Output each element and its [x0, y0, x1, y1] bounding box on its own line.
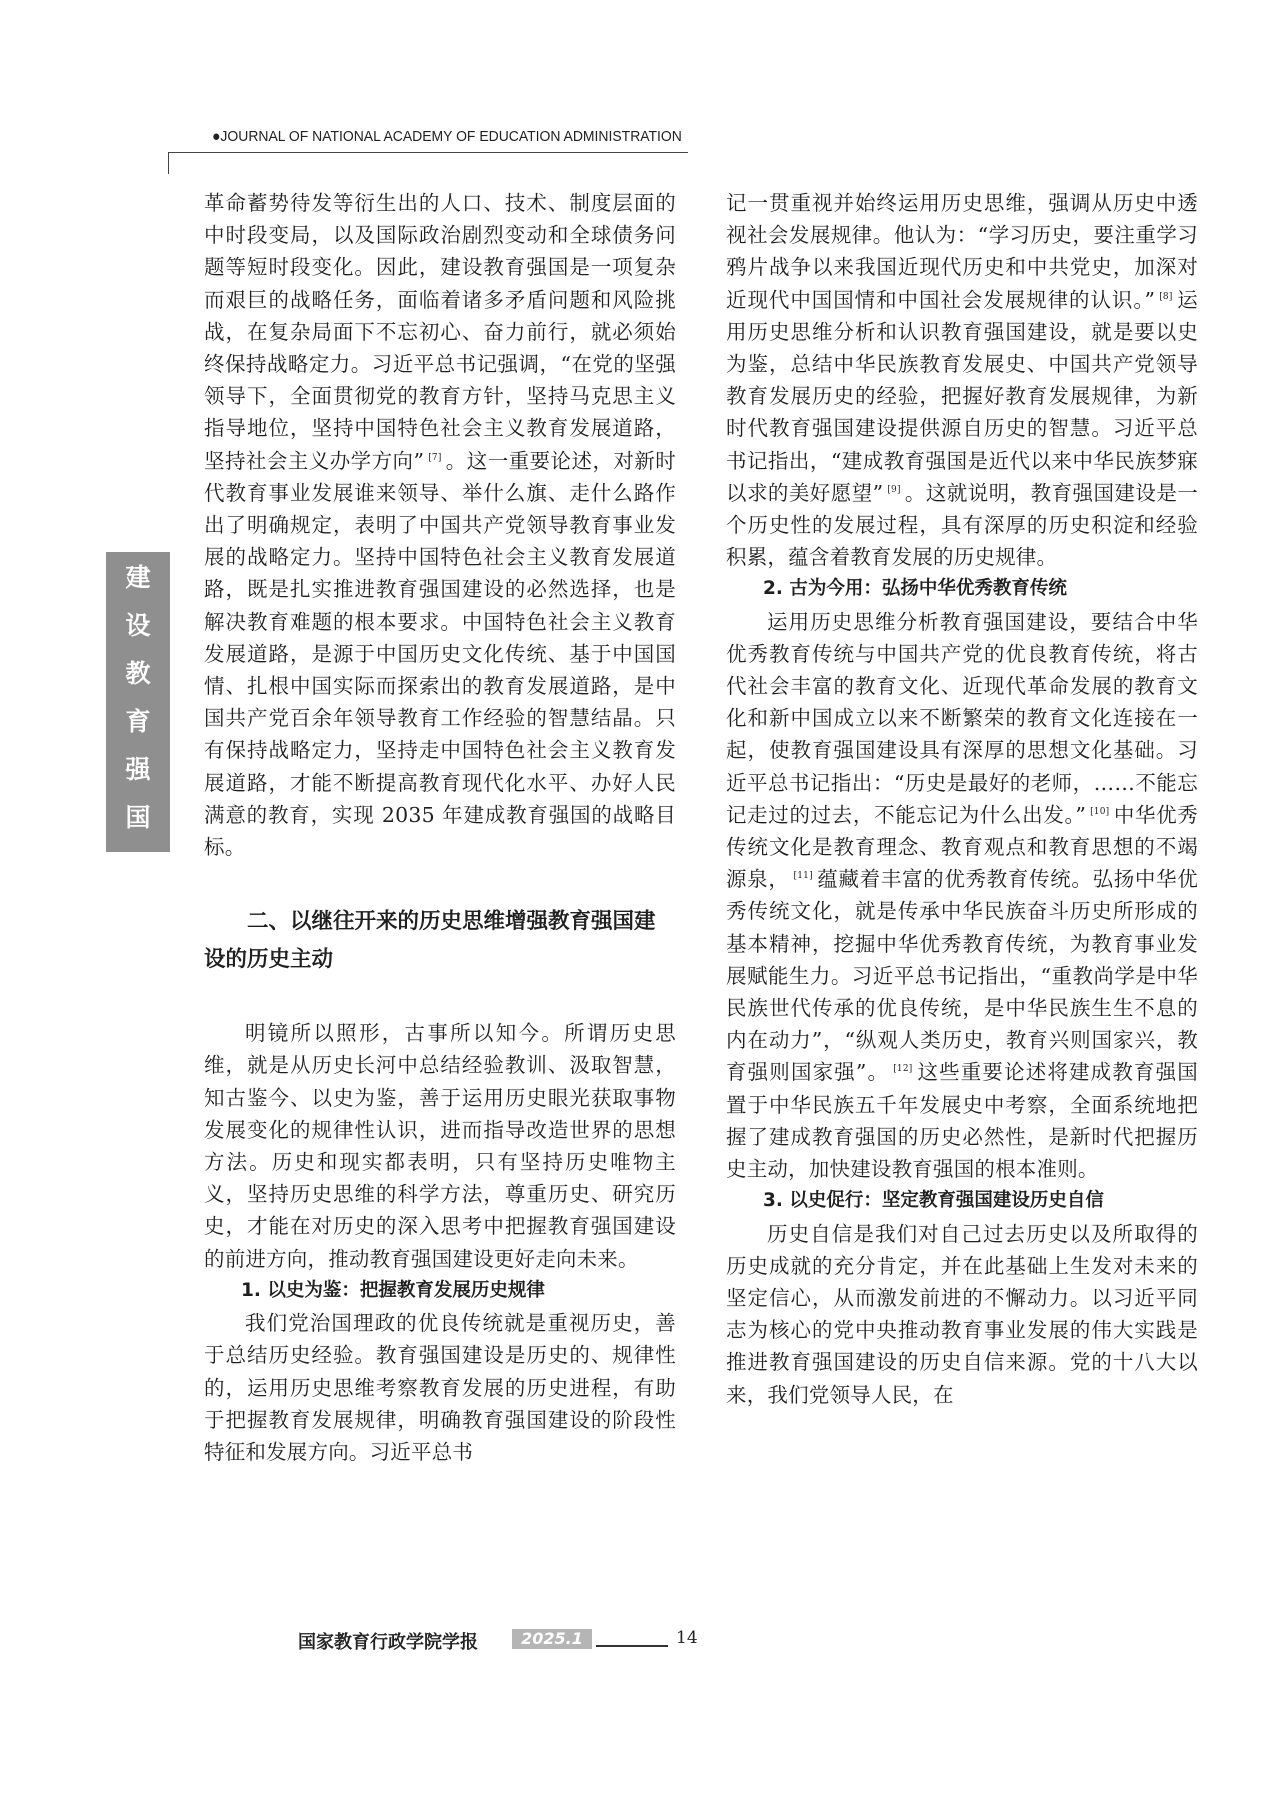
subsection-heading: 2. 古为今用：弘扬中华优秀教育传统	[763, 578, 1067, 600]
journal-name: 国家教育行政学院学报	[298, 1632, 478, 1653]
body-paragraph: 革命蓄势待发等衍生出的人口、技术、制度层面的中时段变局，以及国际政治剧烈变动和全球债务问题等短时段变化。因此，建设教育强国是一项复杂而艰巨的战略任务，面临着诸多矛盾问题和风险挑战，在复杂局面下不忘初心、奋力前行，就必须始终保持战略定力。习近平总书记强调，“在党的坚强领导下，全面贯彻党的教育方针，坚持马克思主义指导地位，坚持中国特色社会主义教育发展道路，坚持社会主义办学方向” [7] 。这一重要论述，对新时代教育事业发展谁来领导、举什么旗、走什么路作出了明确规定，表明了中国共产党领导教育事业发展的战略定力。坚持中国特色社会主义教育发展道路，既是扎实推进教育强国建设的必然选择，也是解决教育难题的根本要求。中国特色社会主义教育发展道路，是源于中国历史文化传统、基于中国国情、扎根中国实际而探索出的教育发展道路，是中国共产党百余年领导教育工作经验的智慧结晶。只有保持战略定力，坚持走中国特色社会主义教育发展道路，才能不断提高教育现代化水平、办好人民满意的教育，实现 2035 年建成教育强国的战略目标。	[204, 191, 676, 860]
section-tab-char: 国	[125, 803, 151, 832]
body-paragraph: 运用历史思维分析教育强国建设，要结合中华优秀教育传统与中国共产党的优良教育传统，将古代社会丰富的教育文化、近现代革命发展的教育文化和新中国成立以来不断繁荣的教育文化连接在一起，使教育强国建设具有深厚的思想文化基础。习近平总书记指出：“历史是最好的老师，……不能忘记走过的过去，不能忘记为什么出发。” [10] 中华优秀传统文化是教育理念、教育观点和教育思想的不竭源泉， [11] 蕴藏着丰富的优秀教育传统。弘扬中华优秀传统文化，就是传承中华民族奋斗历史所形成的基本精神，挖掘中华优秀教育传统，为教育事业发展赋能生力。习近平总书记指出，“重教尚学是中华民族世代传承的优良传统，是中华民族生生不息的内在动力”，“纵观人类历史，教育兴则国家兴，教育强则国家强”。 [12] 这些重要论述将建成教育强国置于中华民族五千年发展史中考察，全面系统地把握了建成教育强国的历史必然性，是新时代把握历史主动，加快建设教育强国的根本准则。	[726, 609, 1198, 1182]
citation-ref: [8]	[1159, 291, 1173, 302]
section-tab-char: 设	[125, 611, 151, 640]
citation-ref: [9]	[887, 484, 901, 495]
section-tab-char: 建	[125, 563, 151, 592]
subsection-heading: 3. 以史促行：坚定教育强国建设历史自信	[763, 1190, 1104, 1212]
body-paragraph: 明镜所以照形，古事所以知今。所谓历史思维，就是从历史长河中总结经验教训、汲取智慧，知古鉴今、以史为鉴，善于运用历史眼光获取事物发展变化的规律性认识，进而指导改造世界的思想方法。历史和现实都表明，只有坚持历史唯物主义，坚持历史思维的科学方法，尊重历史、研究历史，才能在对历史的深入思考中把握教育强国建设的前进方向，推动教育强国建设更好走向未来。	[204, 1021, 676, 1271]
header-rule-tick	[168, 152, 169, 174]
left-column	[204, 187, 676, 1468]
section-heading: 二、以继往开来的历史思维增强教育强国建设的历史主动	[204, 909, 656, 973]
citation-ref: [7]	[428, 452, 442, 463]
body-paragraph: 历史自信是我们对自己过去历史以及所取得的历史成就的充分肯定，并在此基础上生发对未来的坚定信心，从而激发前进的不懈动力。以习近平同志为核心的党中央推动教育事业发展的伟大实践是推进教育强国建设的历史自信来源。党的十八大以来，我们党领导人民，在	[726, 1221, 1198, 1407]
right-column	[726, 187, 1198, 1411]
section-tab-char: 强	[125, 755, 151, 784]
issue-badge: 2025.1	[512, 1629, 592, 1649]
header-rule	[168, 152, 688, 153]
citation-ref: [10]	[1090, 806, 1110, 817]
page-number: 14	[676, 1628, 698, 1648]
footer-rule	[596, 1645, 668, 1647]
journal-header: ●JOURNAL OF NATIONAL ACADEMY OF EDUCATION ADMINISTRATION	[212, 128, 682, 145]
body-paragraph: 记一贯重视并始终运用历史思维，强调从历史中透视社会发展规律。他认为：“学习历史，要注重学习鸦片战争以来我国近现代历史和中共党史，加深对近现代中国国情和中国社会发展规律的认识。” [8] 运用历史思维分析和认识教育强国建设，就是要以史为鉴，总结中华民族教育发展史、中国共产党领导教育发展历史的经验，把握好教育发展规律，为新时代教育强国建设提供源自历史的智慧。习近平总书记指出，“建成教育强国是近代以来中华民族梦寐以求的美好愿望” [9] 。这就说明，教育强国建设是一个历史性的发展过程，具有深厚的历史积淀和经验积累，蕴含着教育发展的历史规律。	[726, 191, 1199, 570]
citation-ref: [12]	[893, 1064, 913, 1075]
body-paragraph: 我们党治国理政的优良传统就是重视历史，善于总结历史经验。教育强国建设是历史的、规律性的，运用历史思维考察教育发展的历史进程，有助于把握教育发展规律，明确教育强国建设的阶段性特征和发展方向。习近平总书	[204, 1311, 676, 1464]
section-tab-char: 教	[125, 659, 151, 688]
section-tab-char: 育	[125, 707, 151, 736]
subsection-heading: 1. 以史为鉴：把握教育发展历史规律	[241, 1279, 545, 1301]
citation-ref: [11]	[793, 871, 813, 882]
section-tab	[106, 552, 170, 852]
